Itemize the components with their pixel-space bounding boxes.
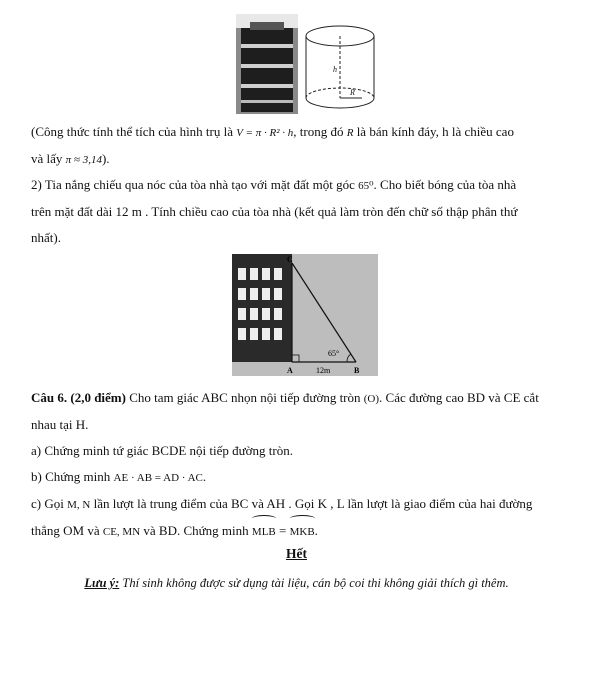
svg-text:A: A [287,366,293,375]
svg-text:B: B [354,366,360,375]
svg-text:65°: 65° [328,349,340,358]
svg-text:C: C [287,255,293,264]
formula-paragraph: (Công thức tính thể tích của hình trụ là V = π · R² · h, trong đó R là bán kính đáy, h là chiều cao và lấy π ≈ 3,14). [31,124,514,166]
building-figure [232,254,378,376]
tank-figure [236,14,379,114]
question-6: Câu 6. (2,0 điểm) Cho tam giác ABC nhọn nội tiếp đường tròn (O). Các đường cao BD và CE cắt nhau tại H. a) Chứng minh tứ giác BCDE nội tiếp đường tròn. b) Chứng minh AE · AB = AD · AC. c) Gọi M, N lần lượt là trung điểm của BC và AH . Gọi K , L lần lượt là giao điểm của hai đường thẳng OM và CE, MN và BD. Chứng minh MLB = MKB. [31,385,576,545]
building-problem: 2) Tia nắng chiếu qua nóc của tòa nhà tạo với mặt đất một góc 65⁰. Cho biết bóng của tòa nhà trên mặt đất dài 12 m . Tính chiều cao của tòa nhà (kết quả làm tròn đến chữ số thập phân thứ nhất). [31,177,518,245]
svg-text:R: R [350,88,355,97]
svg-text:h: h [333,65,337,74]
svg-text:12m: 12m [316,366,331,375]
end-title: Hết [286,546,307,561]
exam-note: Lưu ý: Thí sinh không được sử dụng tài liệu, cán bộ coi thi không giải thích gì thêm. [84,576,509,590]
